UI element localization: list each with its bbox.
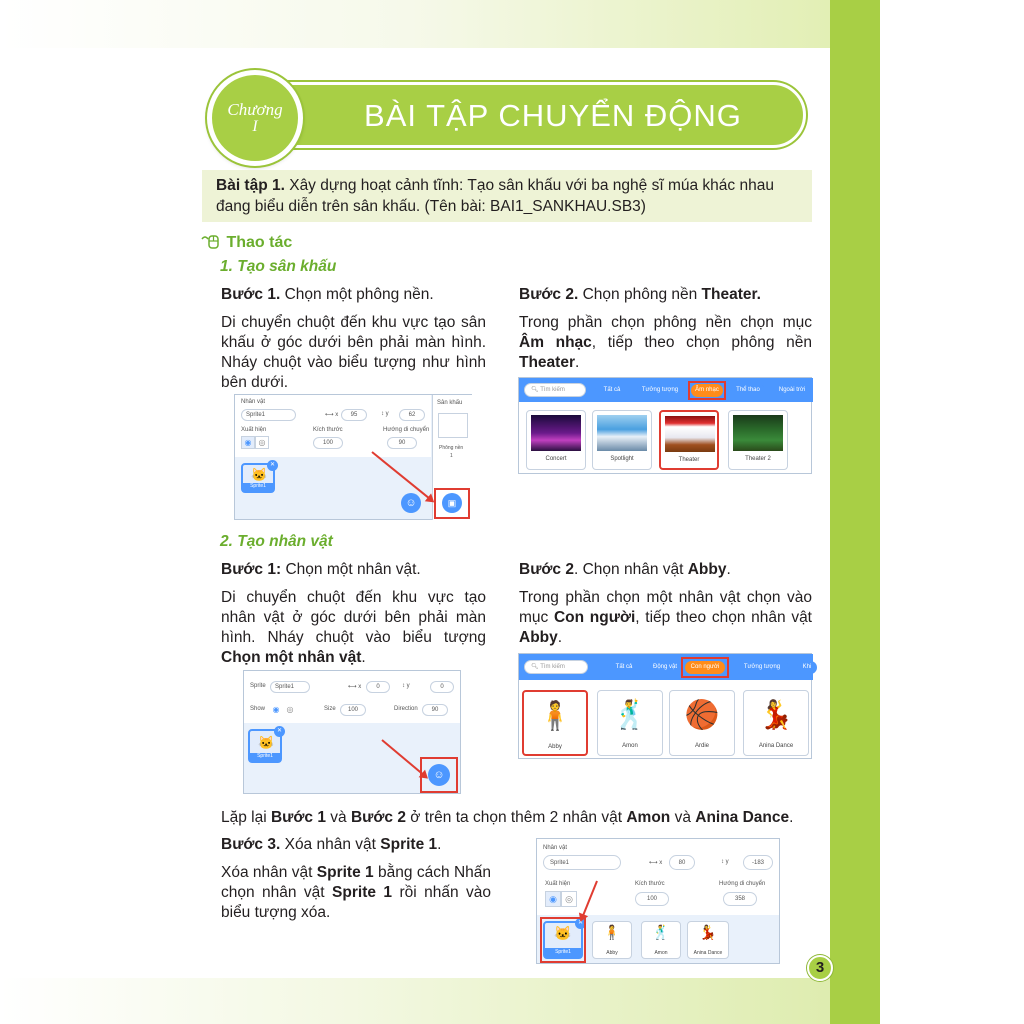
stage-label: Sân khấu [437, 400, 463, 406]
show-eye-icon-2[interactable]: ◉ [272, 705, 280, 714]
direction-label: Hướng di chuyển [383, 427, 430, 433]
sprite-card-sprite1[interactable] [241, 463, 275, 493]
s1-step1-text: Chọn một phông nền. [280, 286, 434, 303]
backdrop-thumbnail [733, 415, 783, 451]
person-sprite-icon: 🏀 [684, 699, 720, 730]
step3-sprite: Sprite 1 [380, 836, 438, 853]
sprite-card-label: Amon [654, 950, 668, 956]
repeat-text [221, 808, 821, 828]
show-eye-icon-3[interactable]: ◉ [545, 891, 561, 907]
y-label-2-text: y [406, 683, 410, 689]
s2-step2-end: . [726, 561, 731, 578]
size-input-2[interactable]: 100 [340, 704, 366, 716]
size-label-2: Size [324, 706, 336, 712]
s2-step1 [221, 560, 491, 580]
person-sprite-icon: 🧍 [537, 700, 573, 731]
repeat-e: ở trên ta chọn thêm 2 nhân vật [405, 809, 627, 826]
section2-title: 2. Tạo nhân vật [220, 533, 333, 550]
s2-step1-desc [221, 588, 486, 668]
y-label-text: y [385, 411, 389, 417]
delete-icon-2[interactable]: ✕ [274, 726, 285, 737]
s2-step2-desc [519, 588, 812, 648]
s1-step1 [221, 285, 491, 305]
s2-step2 [519, 560, 819, 580]
direction-input-2[interactable]: 90 [422, 704, 448, 716]
sprite-search-placeholder: Tìm kiếm [540, 664, 565, 670]
direction-label-2: Direction [394, 706, 418, 712]
sprite-item-label: Amon [622, 743, 638, 749]
repeat-f: Amon [626, 809, 671, 826]
repeat-b: Bước 1 [270, 809, 326, 826]
sprite-card-sprite1-2[interactable] [248, 729, 282, 763]
s2-step2-text: . Chọn nhân vật [573, 561, 688, 578]
page-right-margin [880, 0, 1024, 1024]
s1-step2-desc-a: Trong phần chọn phông nền chọn mục [519, 314, 812, 331]
chapter-badge [207, 70, 303, 166]
x-label-text: x [335, 412, 339, 418]
s1-step1-desc: Di chuyển chuột đến khu vực tạo sân khấu ở góc dưới bên phải màn hình. Nháy chuột vào biểu tượng như hình bên dưới. [221, 314, 486, 391]
sprite-card-label: Sprite1 [545, 948, 581, 957]
sprite-card-label: Sprite1 [243, 483, 273, 491]
sprite-tab[interactable]: Tất cả [607, 661, 641, 674]
s2-step1-label: Bước 1: [221, 561, 282, 578]
s2-step1-desc-end: . [361, 649, 366, 666]
person-sprite-icon: 💃 [758, 699, 794, 730]
sprite-item-label: Ardie [694, 743, 709, 749]
s2-step1-desc-bold: Chọn một nhân vật [221, 649, 362, 666]
sprite-tab[interactable]: Khi [797, 661, 817, 674]
hide-eye-icon-2[interactable]: ◎ [286, 705, 294, 714]
backdrop-item[interactable] [526, 410, 586, 470]
step3-end: . [437, 836, 442, 853]
s2-step2-label: Bước 2 [519, 561, 574, 578]
backdrop-tab[interactable]: Tưởng tượng [637, 384, 683, 397]
sprite-name-input[interactable]: Sprite1 [241, 409, 296, 421]
y-label-3-text: y [725, 859, 729, 865]
delete-icon[interactable]: ✕ [575, 918, 586, 929]
backdrop-item[interactable] [728, 410, 788, 470]
direction-input-3[interactable]: 358 [723, 892, 757, 906]
highlight-box [681, 657, 729, 678]
mouse-icon [200, 233, 222, 249]
x-label-3-text: x [659, 860, 663, 866]
direction-input[interactable]: 90 [387, 437, 417, 449]
step3-desc-a: Xóa nhân vật [221, 864, 317, 881]
sprite-name-input-2[interactable]: Sprite1 [270, 681, 310, 693]
stage-thumbnail[interactable] [438, 413, 468, 438]
repeat-i: . [789, 809, 794, 826]
step3-desc-c: bằng cách Nhấn chọn nhân vật [221, 864, 491, 901]
page-green-margin [830, 0, 880, 1024]
s1-step2 [519, 285, 819, 305]
backdrop-tab[interactable]: Tất cả [595, 384, 629, 397]
size-label: Kích thước [313, 427, 343, 433]
backdrop-tab[interactable]: Âm nhạc [691, 384, 723, 397]
search-icon-2: 🔍︎ [531, 664, 539, 670]
s2-step2-desc-b: Con người [553, 609, 636, 626]
sprite-card[interactable] [641, 921, 681, 959]
sprite-tab[interactable]: Động vật [649, 661, 681, 674]
chapter-title: BÀI TẬP CHUYỂN ĐỘNG [364, 98, 742, 133]
choose-backdrop-icon[interactable]: ▣ [442, 493, 462, 513]
sprite-panel-3 [536, 838, 780, 964]
sprite-card[interactable] [592, 921, 632, 959]
sprite-item[interactable] [522, 690, 588, 756]
y-label-2: ↕ y [402, 683, 410, 689]
chapter-label: Chương [227, 100, 283, 119]
cat-sprite-icon: 🐱 [554, 925, 572, 941]
highlight-box [688, 381, 726, 400]
y-input[interactable]: 62 [399, 409, 425, 421]
step3-desc-e: rồi nhấn vào biểu tượng xóa. [221, 884, 491, 921]
x-input-3[interactable]: 80 [669, 855, 695, 870]
sprite-card[interactable] [687, 921, 729, 959]
size-input-3[interactable]: 100 [635, 892, 669, 906]
backdrop-item-label: Concert [545, 456, 567, 462]
cat-sprite-icon-2: 🐱 [258, 735, 275, 750]
sprite-info-3 [537, 839, 779, 915]
show-label-2: Show [250, 706, 266, 712]
sprite-item[interactable] [669, 690, 735, 756]
hide-eye-icon[interactable]: ◎ [255, 436, 269, 449]
sprite-picker [518, 653, 812, 759]
delete-icon[interactable]: ✕ [267, 460, 278, 471]
x-input[interactable]: 95 [341, 409, 367, 421]
y-label-3: ↕ y [721, 859, 729, 865]
step3 [221, 835, 521, 855]
s2-step1-text: Chọn một nhân vật. [281, 561, 421, 578]
sprite-panel-1 [234, 394, 472, 520]
backdrop-search-input[interactable] [524, 383, 586, 397]
x-label-2: ⟷ x [348, 684, 362, 690]
s2-step2-desc-d: Abby [519, 629, 558, 646]
backdrops-count: 1 [450, 453, 453, 459]
s2-step2-abby: Abby [687, 561, 727, 578]
backdrop-search-placeholder: Tìm kiếm [540, 387, 565, 393]
s1-step1-label: Bước 1. [221, 286, 281, 303]
sprite-tab[interactable]: Tưởng tượng [735, 661, 789, 674]
sprite-item[interactable] [597, 690, 663, 756]
sprite-tab[interactable]: Con người [685, 661, 725, 674]
sprite-name-input-3[interactable]: Sprite1 [543, 855, 621, 870]
choose-sprite-icon[interactable]: ☺ [401, 493, 421, 513]
x-input-2[interactable]: 0 [366, 681, 390, 693]
page-bottom-band [0, 978, 880, 1024]
direction-label-3: Hướng di chuyển [719, 881, 766, 887]
size-input[interactable]: 100 [313, 437, 343, 449]
show-label: Xuất hiện [241, 427, 267, 433]
s1-step2-desc-e: . [575, 354, 580, 371]
sprite-card-label: Anina Dance [693, 950, 723, 956]
backdrop-item[interactable] [659, 410, 719, 470]
operations-heading [200, 233, 292, 252]
s1-step2-desc-c: , tiếp theo chọn phông nền [591, 334, 812, 351]
search-icon: 🔍︎ [531, 387, 539, 393]
sprite-label: Nhân vật [241, 399, 266, 405]
sprite-item-label: Anina Dance [758, 743, 794, 749]
repeat-g: và [670, 809, 696, 826]
choose-sprite-icon-2[interactable]: ☺ [428, 764, 450, 786]
step3-desc-d: Sprite 1 [332, 884, 393, 901]
s1-step2-text: Chọn phông nền [578, 286, 702, 303]
s1-step2-desc-d: Theater [519, 354, 575, 371]
sprite-card-label-2: Sprite1 [250, 753, 280, 761]
backdrop-thumbnail [597, 415, 647, 451]
person-sprite-icon: 🕺 [652, 924, 670, 940]
person-sprite-icon: 🧍 [603, 924, 621, 940]
backdrop-thumbnail [665, 416, 715, 452]
y-input-3[interactable]: -183 [743, 855, 773, 870]
backdrop-item-label: Theater 2 [745, 456, 771, 462]
size-label-3: Kích thước [635, 881, 665, 887]
step3-desc-b: Sprite 1 [316, 864, 374, 881]
backdrop-thumbnail [531, 415, 581, 451]
page-number: 3 [807, 955, 833, 981]
sprite-search-input[interactable] [524, 660, 588, 674]
repeat-c: và [325, 809, 351, 826]
backdrops-label: Phông nền [439, 445, 464, 451]
sprite-item[interactable] [743, 690, 809, 756]
person-sprite-icon: 💃 [699, 924, 717, 940]
s1-step2-desc-b: Âm nhạc [519, 334, 592, 351]
sprite-label-3: Nhân vật [543, 845, 568, 851]
s2-step2-desc-a: Trong phần chọn một nhân vật chọn vào mục [519, 589, 812, 626]
backdrop-tab[interactable]: Ngoài trời [773, 384, 811, 397]
hide-eye-icon-3[interactable]: ◎ [561, 891, 577, 907]
sprite-info-2 [244, 671, 460, 723]
repeat-a: Lặp lại [221, 809, 271, 826]
s2-step1-desc-text: Di chuyển chuột đến khu vực tạo nhân vật ở góc dưới bên phải màn hình. Nháy chuột vào biểu tượng [221, 589, 486, 646]
show-label-3: Xuất hiện [545, 881, 571, 887]
exercise-label: Bài tập 1. [216, 177, 285, 194]
exercise-description: Xây dựng hoạt cảnh tĩnh: Tạo sân khấu với ba nghệ sĩ múa khác nhau đang biểu diễn trên sân khấu. (Tên bài: BAI1_SANKHAU.SB3) [216, 177, 774, 215]
backdrop-item-label: Theater [678, 457, 700, 463]
cat-sprite-icon: 🐱 [251, 467, 268, 482]
repeat-h: Anina Dance [695, 809, 790, 826]
person-sprite-icon: 🕺 [612, 699, 648, 730]
show-eye-icon[interactable]: ◉ [241, 436, 255, 449]
sprite-info-1 [235, 395, 431, 457]
s1-step2-theater: Theater. [701, 286, 761, 303]
operations-heading-text: Thao tác [226, 234, 293, 251]
chapter-number: I [252, 118, 258, 135]
x-label: ⟷ x [325, 412, 339, 418]
step3-label: Bước 3. [221, 836, 281, 853]
repeat-d: Bước 2 [350, 809, 406, 826]
backdrop-item[interactable] [592, 410, 652, 470]
backdrop-picker [518, 377, 812, 474]
x-label-2-text: x [358, 684, 362, 690]
section1-title: 1. Tạo sân khấu [220, 258, 337, 275]
s2-step2-desc-e: . [557, 629, 563, 646]
step3-text: Xóa nhân vật [280, 836, 381, 853]
x-label-3: ⟷ x [649, 860, 663, 866]
s2-step2-desc-c: , tiếp theo chọn nhân vật [635, 609, 812, 626]
backdrop-item-label: Spotlight [610, 456, 634, 462]
s1-step2-label: Bước 2. [519, 286, 579, 303]
y-input-2[interactable]: 0 [430, 681, 454, 693]
sprite-item-label: Abby [548, 744, 562, 750]
s1-step2-desc [519, 313, 812, 373]
sprite-card-label: Abby [606, 950, 618, 956]
y-label: ↕ y [381, 411, 389, 417]
highlight-box [540, 917, 586, 963]
exercise-text [216, 175, 806, 217]
backdrop-tab[interactable]: Thể thao [731, 384, 765, 397]
sprite-label-2: Sprite [250, 683, 266, 689]
step3-desc [221, 863, 491, 923]
